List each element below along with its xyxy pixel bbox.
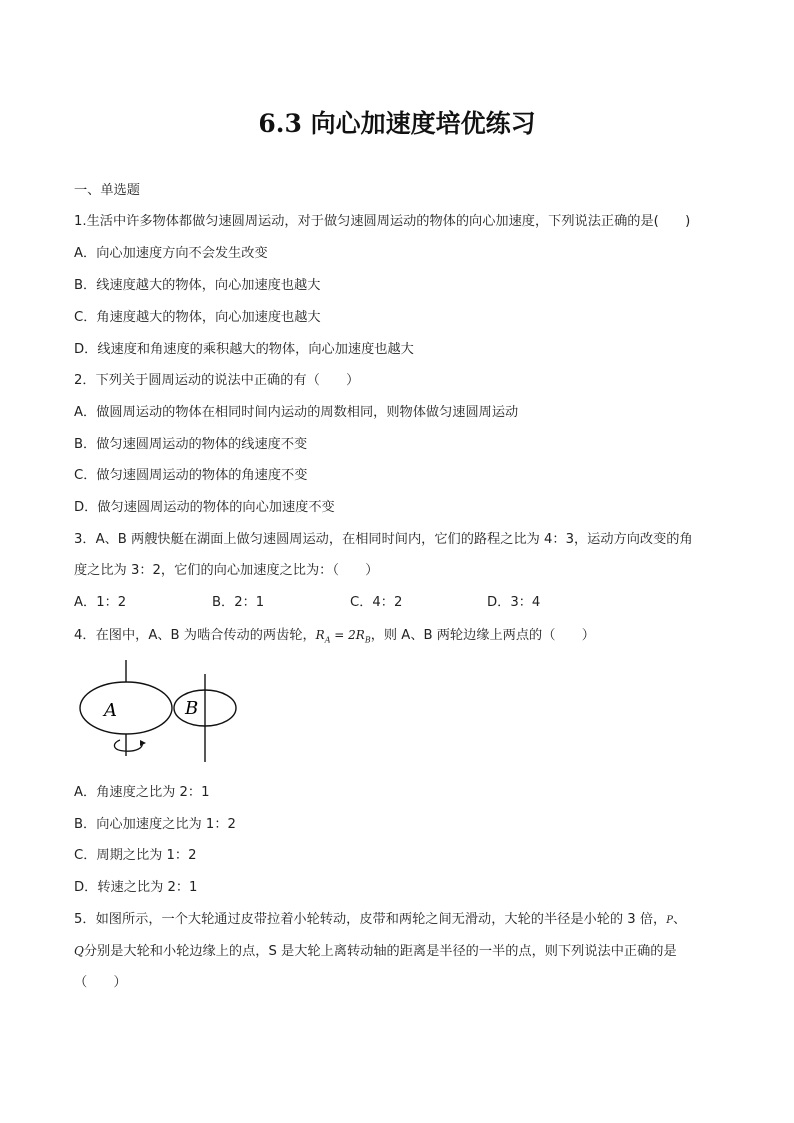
q5-line1-post: 、 xyxy=(672,912,687,927)
q4-stem xyxy=(74,625,746,650)
q2-option-a: A．做圆周运动的物体在相同时间内运动的周数相同，则物体做匀速圆周运动 xyxy=(74,405,519,420)
q5-line3: （ ） xyxy=(74,975,127,990)
q1-option-d: D．线速度和角速度的乘积越大的物体，向心加速度也越大 xyxy=(74,342,414,357)
q2-option-b: B．做匀速圆周运动的物体的线速度不变 xyxy=(74,437,308,452)
q2-stem: 2．下列关于圆周运动的说法中正确的有（ ） xyxy=(74,373,360,388)
q4-option-b: B．向心加速度之比为 1：2 xyxy=(74,817,236,832)
q2-option-d: D．做匀速圆周运动的物体的向心加速度不变 xyxy=(74,500,335,515)
q4-stem-pre: 4．在图中，A、B 为啮合传动的两齿轮， xyxy=(74,628,316,643)
q3-option-c: C．4：2 xyxy=(350,595,403,610)
page-title: 6.3 向心加速度培优练习 xyxy=(258,109,536,138)
rotation-arrow-icon xyxy=(114,740,142,751)
q1-option-c: C．角速度越大的物体，向心加速度也越大 xyxy=(74,310,321,325)
q4-option-c: C．周期之比为 1：2 xyxy=(74,848,197,863)
q3-stem-line2: 度之比为 3：2，它们的向心加速度之比为：（ ） xyxy=(74,563,379,578)
q5-var-q: Q xyxy=(74,944,84,958)
q5-line2 xyxy=(74,941,746,962)
gear-diagram xyxy=(74,660,244,765)
q3-option-b: B．2：1 xyxy=(212,595,265,610)
label-b: B xyxy=(185,698,199,719)
q2-option-c: C．做匀速圆周运动的物体的角速度不变 xyxy=(74,468,308,483)
q4-option-a: A．角速度之比为 2：1 xyxy=(74,785,210,800)
q4-option-d: D．转速之比为 2：1 xyxy=(74,880,198,895)
section-heading: 一、单选题 xyxy=(74,183,140,198)
q3-option-a: A．1：2 xyxy=(74,595,127,610)
q5-var-p: P xyxy=(666,915,673,926)
q5-line1 xyxy=(74,910,746,931)
wheel-a xyxy=(80,682,172,734)
q5-line2-text: 分别是大轮和小轮边缘上的点，S 是大轮上离转动轴的距离是半径的一半的点，则下列说法中正确的是 xyxy=(83,944,677,959)
q3-stem-line1: 3．A、B 两艘快艇在湖面上做匀速圆周运动，在相同时间内，它们的路程之比为 4：3，运动方向改变的角 xyxy=(74,532,693,547)
q5-line1-text: 5．如图所示，一个大轮通过皮带拉着小轮转动，皮带和两轮之间无滑动，大轮的半径是小轮的 3 倍， xyxy=(74,912,667,927)
q4-stem-post: ，则 A、B 两轮边缘上两点的（ ） xyxy=(370,628,595,643)
arrowhead-icon xyxy=(140,740,146,746)
label-a: A xyxy=(104,700,117,721)
q3-option-d: D．3：4 xyxy=(487,595,541,610)
q4-formula: $R_A = 2R_B$ xyxy=(315,628,371,645)
q1-option-b: B．线速度越大的物体，向心加速度也越大 xyxy=(74,278,321,293)
q1-stem: 1.生活中许多物体都做匀速圆周运动，对于做匀速圆周运动的物体的向心加速度，下列说法正确的是( ) xyxy=(74,214,691,229)
q1-option-a: A．向心加速度方向不会发生改变 xyxy=(74,246,268,261)
